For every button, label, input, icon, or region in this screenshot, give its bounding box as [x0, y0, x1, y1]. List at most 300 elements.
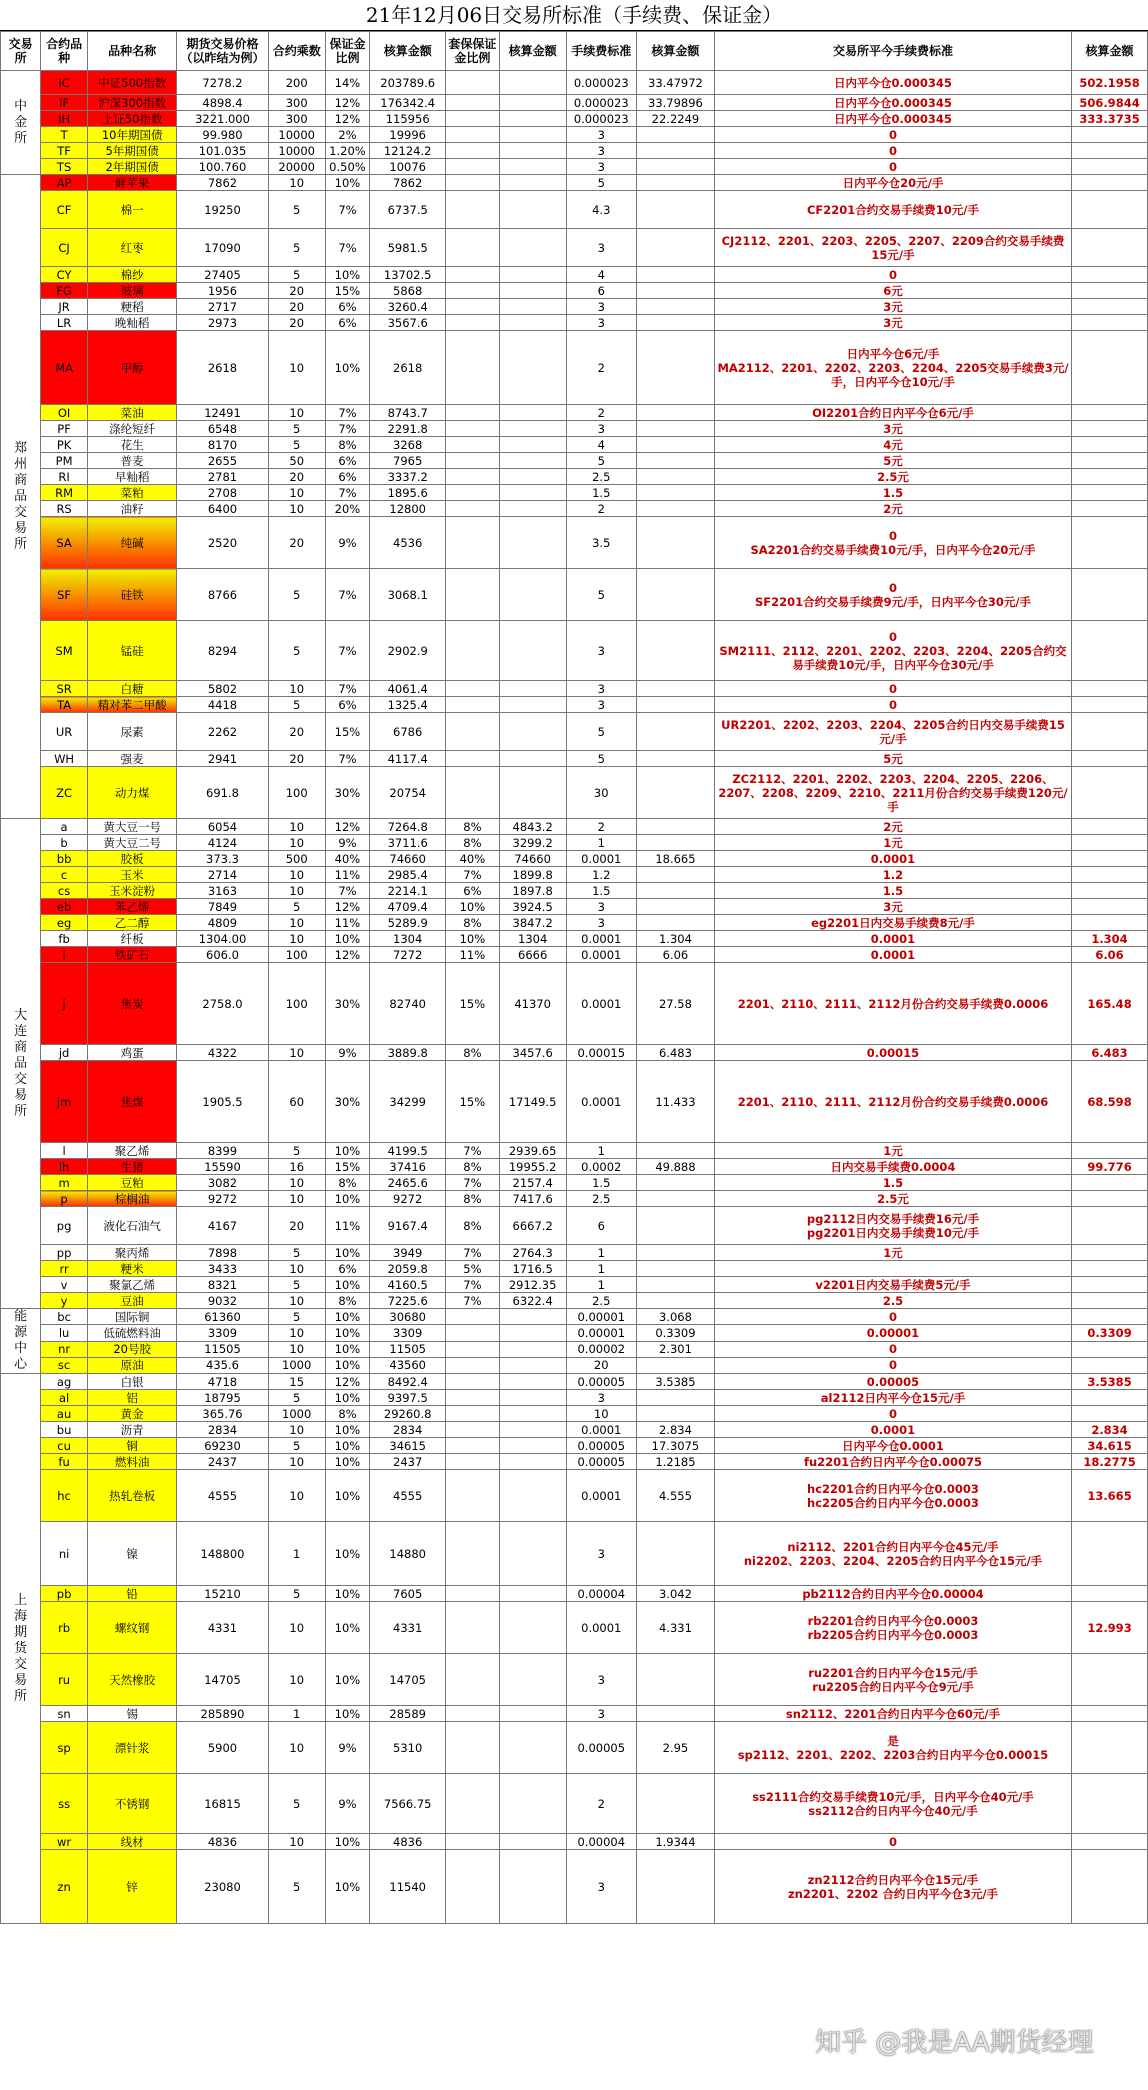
- margin-amount-cell: 30680: [370, 1309, 446, 1325]
- margin-amount-cell: 82740: [370, 963, 446, 1045]
- close-today-amount-cell: [1072, 469, 1148, 485]
- close-today-amount-cell: [1072, 1309, 1148, 1325]
- fee-amount-cell: 2.301: [636, 1341, 714, 1357]
- product-name-cell: 聚乙烯: [88, 1143, 177, 1159]
- product-name-cell: 鸡蛋: [88, 1045, 177, 1061]
- product-name-cell: 天然橡胶: [88, 1654, 177, 1706]
- table-row: [1, 899, 1148, 915]
- column-header: 手续费标准: [566, 32, 636, 71]
- product-name-cell: 玻璃: [88, 283, 177, 299]
- margin-ratio-cell: 10%: [325, 1850, 370, 1924]
- hedge-amount-cell: 6322.4: [499, 1293, 566, 1309]
- exchange-cell: 大连商品交易所: [1, 819, 41, 1309]
- close-today-fee-cell: 0: [714, 1357, 1071, 1373]
- price-cell: 4322: [177, 1045, 268, 1061]
- table-row: [1, 437, 1148, 453]
- fee-margin-table: [0, 31, 1148, 1924]
- fee-standard-cell: 0.000023: [566, 71, 636, 95]
- close-today-fee-cell: 2.5: [714, 1293, 1071, 1309]
- price-cell: 4836: [177, 1834, 268, 1850]
- hedge-amount-cell: [499, 143, 566, 159]
- fee-amount-cell: [636, 143, 714, 159]
- margin-ratio-cell: 7%: [325, 485, 370, 501]
- hedge-margin-ratio-cell: 15%: [446, 1061, 500, 1143]
- hedge-amount-cell: [499, 1586, 566, 1602]
- fee-amount-cell: 27.58: [636, 963, 714, 1045]
- table-row: [1, 1325, 1148, 1341]
- close-today-fee-cell: 日内平今仓6元/手 MA2112、2201、2202、2203、2204、2205交易手续费3元/手，日内平今仓10元/手: [714, 331, 1071, 405]
- product-name-cell: 铝: [88, 1390, 177, 1406]
- multiplier-cell: 5: [268, 1850, 325, 1924]
- fee-amount-cell: 49.888: [636, 1159, 714, 1175]
- margin-ratio-cell: 12%: [325, 899, 370, 915]
- multiplier-cell: 20: [268, 469, 325, 485]
- close-today-fee-cell: 1.5: [714, 485, 1071, 501]
- fee-standard-cell: 3: [566, 229, 636, 267]
- fee-amount-cell: 22.2249: [636, 111, 714, 127]
- hedge-margin-ratio-cell: 15%: [446, 963, 500, 1045]
- multiplier-cell: 10: [268, 1341, 325, 1357]
- multiplier-cell: 5: [268, 1438, 325, 1454]
- hedge-amount-cell: [499, 1422, 566, 1438]
- fee-amount-cell: 3.068: [636, 1309, 714, 1325]
- multiplier-cell: 500: [268, 851, 325, 867]
- table-row: [1, 453, 1148, 469]
- multiplier-cell: 5: [268, 899, 325, 915]
- multiplier-cell: 10: [268, 681, 325, 697]
- margin-ratio-cell: 10%: [325, 1245, 370, 1261]
- margin-amount-cell: 3260.4: [370, 299, 446, 315]
- close-today-fee-cell: 日内平今仓20元/手: [714, 175, 1071, 191]
- fee-standard-cell: 0.000023: [566, 95, 636, 111]
- close-today-amount-cell: [1072, 915, 1148, 931]
- margin-ratio-cell: 10%: [325, 331, 370, 405]
- margin-ratio-cell: 10%: [325, 175, 370, 191]
- close-today-amount-cell: [1072, 1706, 1148, 1722]
- fee-standard-cell: 3: [566, 421, 636, 437]
- contract-code-cell: pb: [41, 1586, 88, 1602]
- product-name-cell: 强麦: [88, 751, 177, 767]
- price-cell: 3082: [177, 1175, 268, 1191]
- fee-amount-cell: [636, 1277, 714, 1293]
- margin-ratio-cell: 10%: [325, 1341, 370, 1357]
- close-today-amount-cell: [1072, 1207, 1148, 1245]
- fee-standard-cell: 0.0001: [566, 851, 636, 867]
- fee-standard-cell: 4.3: [566, 191, 636, 229]
- fee-amount-cell: [636, 1245, 714, 1261]
- multiplier-cell: 20: [268, 299, 325, 315]
- close-today-fee-cell: ss2111合约交易手续费10元/手，日内平今仓40元/手 ss2112合约日内平今仓40元/手: [714, 1774, 1071, 1834]
- multiplier-cell: 10: [268, 819, 325, 835]
- margin-amount-cell: 20754: [370, 767, 446, 819]
- margin-amount-cell: 3889.8: [370, 1045, 446, 1061]
- hedge-margin-ratio-cell: [446, 1341, 500, 1357]
- multiplier-cell: 5: [268, 229, 325, 267]
- margin-amount-cell: 9272: [370, 1191, 446, 1207]
- contract-code-cell: ru: [41, 1654, 88, 1706]
- exchange-cell: 能源中心: [1, 1309, 41, 1374]
- close-today-fee-cell: OI2201合约日内平今仓6元/手: [714, 405, 1071, 421]
- table-row: [1, 1722, 1148, 1774]
- fee-standard-cell: 5: [566, 453, 636, 469]
- price-cell: 7849: [177, 899, 268, 915]
- fee-standard-cell: 2: [566, 501, 636, 517]
- multiplier-cell: 100: [268, 767, 325, 819]
- hedge-margin-ratio-cell: 8%: [446, 1207, 500, 1245]
- fee-standard-cell: 2: [566, 819, 636, 835]
- hedge-margin-ratio-cell: [446, 517, 500, 569]
- product-name-cell: 镍: [88, 1522, 177, 1586]
- product-name-cell: 中证500指数: [88, 71, 177, 95]
- close-today-amount-cell: 12.993: [1072, 1602, 1148, 1654]
- close-today-fee-cell: fu2201合约日内平今仓0.00075: [714, 1454, 1071, 1470]
- margin-ratio-cell: 15%: [325, 283, 370, 299]
- contract-code-cell: wr: [41, 1834, 88, 1850]
- multiplier-cell: 5: [268, 437, 325, 453]
- close-today-amount-cell: 13.665: [1072, 1470, 1148, 1522]
- hedge-margin-ratio-cell: 10%: [446, 899, 500, 915]
- product-name-cell: 乙二醇: [88, 915, 177, 931]
- margin-ratio-cell: 9%: [325, 517, 370, 569]
- margin-amount-cell: 2437: [370, 1454, 446, 1470]
- contract-code-cell: bc: [41, 1309, 88, 1325]
- fee-amount-cell: [636, 1850, 714, 1924]
- table-row: [1, 713, 1148, 751]
- hedge-margin-ratio-cell: [446, 1422, 500, 1438]
- fee-standard-cell: 0.0001: [566, 963, 636, 1045]
- multiplier-cell: 10: [268, 331, 325, 405]
- product-name-cell: 纯碱: [88, 517, 177, 569]
- close-today-amount-cell: [1072, 1245, 1148, 1261]
- multiplier-cell: 16: [268, 1159, 325, 1175]
- product-name-cell: 铅: [88, 1586, 177, 1602]
- margin-amount-cell: 4536: [370, 517, 446, 569]
- margin-amount-cell: 8743.7: [370, 405, 446, 421]
- hedge-margin-ratio-cell: [446, 229, 500, 267]
- close-today-fee-cell: 是 sp2112、2201、2202、2203合约日内平今仓0.00015: [714, 1722, 1071, 1774]
- fee-amount-cell: 2.95: [636, 1722, 714, 1774]
- fee-standard-cell: 4: [566, 267, 636, 283]
- multiplier-cell: 50: [268, 453, 325, 469]
- fee-amount-cell: [636, 453, 714, 469]
- product-name-cell: 精对苯二甲酸: [88, 697, 177, 713]
- margin-amount-cell: 10076: [370, 159, 446, 175]
- table-row: [1, 1357, 1148, 1373]
- hedge-margin-ratio-cell: 40%: [446, 851, 500, 867]
- margin-amount-cell: 34615: [370, 1438, 446, 1454]
- margin-ratio-cell: 10%: [325, 1325, 370, 1341]
- contract-code-cell: FG: [41, 283, 88, 299]
- fee-amount-cell: [636, 1390, 714, 1406]
- product-name-cell: 花生: [88, 437, 177, 453]
- fee-amount-cell: [636, 1406, 714, 1422]
- multiplier-cell: 10: [268, 1045, 325, 1061]
- margin-ratio-cell: 8%: [325, 1406, 370, 1422]
- close-today-fee-cell: 3元: [714, 421, 1071, 437]
- table-row: [1, 963, 1148, 1045]
- hedge-margin-ratio-cell: [446, 283, 500, 299]
- hedge-amount-cell: [499, 1309, 566, 1325]
- fee-standard-cell: 3: [566, 1850, 636, 1924]
- margin-amount-cell: 4555: [370, 1470, 446, 1522]
- close-today-amount-cell: 333.3735: [1072, 111, 1148, 127]
- fee-amount-cell: [636, 283, 714, 299]
- fee-amount-cell: [636, 1357, 714, 1373]
- hedge-margin-ratio-cell: [446, 437, 500, 453]
- product-name-cell: 线材: [88, 1834, 177, 1850]
- fee-amount-cell: [636, 267, 714, 283]
- fee-standard-cell: 0.0001: [566, 1470, 636, 1522]
- price-cell: 606.0: [177, 947, 268, 963]
- close-today-fee-cell: 2.5元: [714, 1191, 1071, 1207]
- close-today-fee-cell: 2.5元: [714, 469, 1071, 485]
- multiplier-cell: 20000: [268, 159, 325, 175]
- margin-ratio-cell: 1.20%: [325, 143, 370, 159]
- margin-amount-cell: 2465.6: [370, 1175, 446, 1191]
- hedge-margin-ratio-cell: [446, 191, 500, 229]
- contract-code-cell: SF: [41, 569, 88, 621]
- price-cell: 4418: [177, 697, 268, 713]
- fee-standard-cell: 5: [566, 751, 636, 767]
- product-name-cell: 尿素: [88, 713, 177, 751]
- fee-standard-cell: 3.5: [566, 517, 636, 569]
- fee-standard-cell: 5: [566, 713, 636, 751]
- close-today-fee-cell: 0: [714, 697, 1071, 713]
- margin-amount-cell: 5310: [370, 1722, 446, 1774]
- multiplier-cell: 10: [268, 931, 325, 947]
- contract-code-cell: p: [41, 1191, 88, 1207]
- fee-standard-cell: 0.00004: [566, 1586, 636, 1602]
- price-cell: 8294: [177, 621, 268, 681]
- hedge-amount-cell: 17149.5: [499, 1061, 566, 1143]
- fee-amount-cell: 18.665: [636, 851, 714, 867]
- column-header: 期货交易价格（以昨结为例）: [177, 32, 268, 71]
- table-row: [1, 175, 1148, 191]
- hedge-margin-ratio-cell: [446, 315, 500, 331]
- close-today-amount-cell: [1072, 453, 1148, 469]
- margin-ratio-cell: 7%: [325, 229, 370, 267]
- close-today-fee-cell: 0.00001: [714, 1325, 1071, 1341]
- margin-amount-cell: 1325.4: [370, 697, 446, 713]
- multiplier-cell: 10: [268, 1175, 325, 1191]
- product-name-cell: 沥青: [88, 1422, 177, 1438]
- fee-standard-cell: 0.00004: [566, 1834, 636, 1850]
- close-today-amount-cell: [1072, 501, 1148, 517]
- table-row: [1, 1293, 1148, 1309]
- table-row: [1, 1341, 1148, 1357]
- margin-ratio-cell: 10%: [325, 1522, 370, 1586]
- table-row: [1, 1774, 1148, 1834]
- table-row: [1, 867, 1148, 883]
- table-row: [1, 1143, 1148, 1159]
- price-cell: 3433: [177, 1261, 268, 1277]
- close-today-fee-cell: sn2112、2201合约日内平今仓60元/手: [714, 1706, 1071, 1722]
- margin-amount-cell: 2291.8: [370, 421, 446, 437]
- table-row: [1, 331, 1148, 405]
- hedge-margin-ratio-cell: [446, 751, 500, 767]
- margin-amount-cell: 7264.8: [370, 819, 446, 835]
- close-today-amount-cell: [1072, 1722, 1148, 1774]
- table-row: [1, 1406, 1148, 1422]
- table-row: [1, 283, 1148, 299]
- margin-ratio-cell: 11%: [325, 915, 370, 931]
- hedge-margin-ratio-cell: [446, 1325, 500, 1341]
- table-row: [1, 1586, 1148, 1602]
- product-name-cell: 纤板: [88, 931, 177, 947]
- hedge-amount-cell: 1304: [499, 931, 566, 947]
- margin-amount-cell: 7862: [370, 175, 446, 191]
- table-row: [1, 1309, 1148, 1325]
- contract-code-cell: rb: [41, 1602, 88, 1654]
- close-today-amount-cell: [1072, 175, 1148, 191]
- contract-code-cell: lh: [41, 1159, 88, 1175]
- margin-amount-cell: 176342.4: [370, 95, 446, 111]
- fee-amount-cell: [636, 751, 714, 767]
- table-row: [1, 315, 1148, 331]
- multiplier-cell: 20: [268, 517, 325, 569]
- margin-amount-cell: 3337.2: [370, 469, 446, 485]
- fee-amount-cell: [636, 767, 714, 819]
- product-name-cell: 棉纱: [88, 267, 177, 283]
- contract-code-cell: j: [41, 963, 88, 1045]
- margin-ratio-cell: 12%: [325, 819, 370, 835]
- close-today-fee-cell: rb2201合约日内平今仓0.0003 rb2205合约日内平今仓0.0003: [714, 1602, 1071, 1654]
- contract-code-cell: CF: [41, 191, 88, 229]
- fee-standard-cell: 5: [566, 569, 636, 621]
- product-name-cell: 燃料油: [88, 1454, 177, 1470]
- hedge-margin-ratio-cell: [446, 485, 500, 501]
- hedge-amount-cell: [499, 229, 566, 267]
- margin-ratio-cell: 8%: [325, 437, 370, 453]
- close-today-amount-cell: [1072, 1834, 1148, 1850]
- hedge-margin-ratio-cell: [446, 621, 500, 681]
- margin-ratio-cell: 6%: [325, 1261, 370, 1277]
- margin-amount-cell: 4061.4: [370, 681, 446, 697]
- close-today-fee-cell: 0: [714, 1341, 1071, 1357]
- hedge-margin-ratio-cell: [446, 1357, 500, 1373]
- product-name-cell: 胶板: [88, 851, 177, 867]
- close-today-amount-cell: [1072, 421, 1148, 437]
- margin-ratio-cell: 10%: [325, 1706, 370, 1722]
- fee-standard-cell: 30: [566, 767, 636, 819]
- hedge-margin-ratio-cell: 8%: [446, 1045, 500, 1061]
- hedge-amount-cell: [499, 159, 566, 175]
- margin-ratio-cell: 20%: [325, 501, 370, 517]
- margin-ratio-cell: 7%: [325, 681, 370, 697]
- fee-standard-cell: 0.0001: [566, 1422, 636, 1438]
- contract-code-cell: PM: [41, 453, 88, 469]
- margin-amount-cell: 4331: [370, 1602, 446, 1654]
- fee-amount-cell: [636, 159, 714, 175]
- hedge-amount-cell: [499, 713, 566, 751]
- multiplier-cell: 10: [268, 175, 325, 191]
- close-today-amount-cell: [1072, 1774, 1148, 1834]
- fee-amount-cell: [636, 1175, 714, 1191]
- close-today-fee-cell: 0: [714, 1834, 1071, 1850]
- price-cell: 8399: [177, 1143, 268, 1159]
- column-header: 核算金额: [636, 32, 714, 71]
- close-today-amount-cell: [1072, 1357, 1148, 1373]
- hedge-amount-cell: 7417.6: [499, 1191, 566, 1207]
- multiplier-cell: 20: [268, 713, 325, 751]
- price-cell: 16815: [177, 1774, 268, 1834]
- multiplier-cell: 200: [268, 71, 325, 95]
- fee-amount-cell: 1.9344: [636, 1834, 714, 1850]
- close-today-fee-cell: 3元: [714, 315, 1071, 331]
- price-cell: 5900: [177, 1722, 268, 1774]
- fee-standard-cell: 1.2: [566, 867, 636, 883]
- margin-ratio-cell: 10%: [325, 267, 370, 283]
- contract-code-cell: IC: [41, 71, 88, 95]
- close-today-amount-cell: [1072, 437, 1148, 453]
- fee-amount-cell: [636, 127, 714, 143]
- hedge-amount-cell: [499, 1470, 566, 1522]
- contract-code-cell: jm: [41, 1061, 88, 1143]
- close-today-amount-cell: [1072, 1850, 1148, 1924]
- hedge-margin-ratio-cell: [446, 1722, 500, 1774]
- hedge-amount-cell: [499, 485, 566, 501]
- hedge-margin-ratio-cell: 10%: [446, 931, 500, 947]
- hedge-amount-cell: 74660: [499, 851, 566, 867]
- multiplier-cell: 100: [268, 947, 325, 963]
- fee-standard-cell: 3: [566, 127, 636, 143]
- close-today-fee-cell: 0 SF2201合约交易手续费9元/手，日内平今仓30元/手: [714, 569, 1071, 621]
- hedge-amount-cell: 4843.2: [499, 819, 566, 835]
- table-row: [1, 621, 1148, 681]
- fee-amount-cell: [636, 421, 714, 437]
- price-cell: 2941: [177, 751, 268, 767]
- margin-amount-cell: 13702.5: [370, 267, 446, 283]
- fee-standard-cell: 1.5: [566, 485, 636, 501]
- product-name-cell: 粳米: [88, 1261, 177, 1277]
- hedge-margin-ratio-cell: [446, 1406, 500, 1422]
- hedge-margin-ratio-cell: [446, 1706, 500, 1722]
- hedge-margin-ratio-cell: [446, 299, 500, 315]
- close-today-fee-cell: 1.5: [714, 883, 1071, 899]
- hedge-amount-cell: 19955.2: [499, 1159, 566, 1175]
- product-name-cell: 白银: [88, 1374, 177, 1390]
- margin-ratio-cell: 7%: [325, 405, 370, 421]
- contract-code-cell: fb: [41, 931, 88, 947]
- contract-code-cell: SR: [41, 681, 88, 697]
- product-name-cell: 铜: [88, 1438, 177, 1454]
- margin-ratio-cell: 2%: [325, 127, 370, 143]
- contract-code-cell: pp: [41, 1245, 88, 1261]
- margin-amount-cell: 1304: [370, 931, 446, 947]
- contract-code-cell: ZC: [41, 767, 88, 819]
- product-name-cell: 液化石油气: [88, 1207, 177, 1245]
- margin-ratio-cell: 10%: [325, 1602, 370, 1654]
- contract-code-cell: y: [41, 1293, 88, 1309]
- price-cell: 5802: [177, 681, 268, 697]
- close-today-amount-cell: [1072, 819, 1148, 835]
- close-today-amount-cell: [1072, 681, 1148, 697]
- product-name-cell: 粳稻: [88, 299, 177, 315]
- margin-amount-cell: 7272: [370, 947, 446, 963]
- multiplier-cell: 300: [268, 111, 325, 127]
- product-name-cell: 上证50指数: [88, 111, 177, 127]
- multiplier-cell: 10000: [268, 127, 325, 143]
- margin-ratio-cell: 0.50%: [325, 159, 370, 175]
- price-cell: 6400: [177, 501, 268, 517]
- close-today-fee-cell: 0: [714, 143, 1071, 159]
- close-today-amount-cell: [1072, 697, 1148, 713]
- hedge-margin-ratio-cell: 7%: [446, 1245, 500, 1261]
- hedge-amount-cell: [499, 697, 566, 713]
- hedge-margin-ratio-cell: [446, 681, 500, 697]
- close-today-fee-cell: 1元: [714, 1143, 1071, 1159]
- fee-amount-cell: 2.834: [636, 1422, 714, 1438]
